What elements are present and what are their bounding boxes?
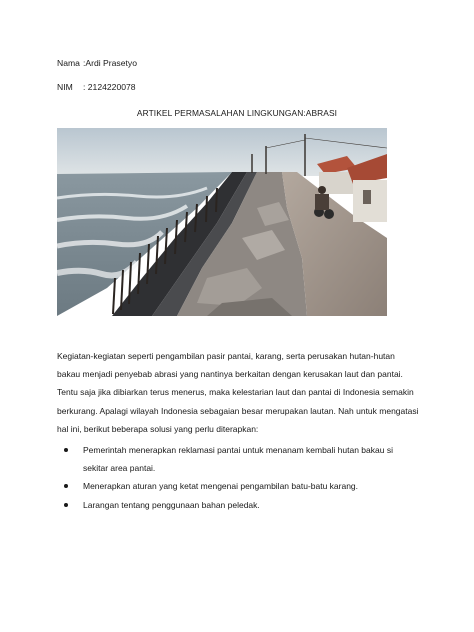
nim-row: [57, 82, 136, 92]
bullet-icon: [64, 448, 68, 452]
name-row: [57, 58, 137, 68]
list-item-text: Larangan tentang penggunaan bahan peledak.: [83, 499, 260, 510]
list-item: [57, 496, 417, 514]
bullet-icon: [64, 503, 68, 507]
document-title: ARTIKEL PERMASALAHAN LINGKUNGAN:ABRASI: [136, 108, 338, 118]
solution-list: [57, 441, 417, 514]
list-item-text: Pemerintah menerapkan reklamasi pantai untuk menanam kembali hutan bakau si sekitar area pantai.: [83, 445, 393, 474]
abrasion-photo: [57, 128, 387, 316]
nim-label: NIM: [57, 82, 73, 92]
name-label: Nama: [57, 58, 80, 68]
body-paragraph: Kegiatan-kegiatan seperti pengambilan pasir pantai, karang, serta perusakan hutan-hutan bakau menjadi penyebab abrasi yang nantinya berkaitan dengan kerusakan laut dan pantai. Tentu saja jika dibiarkan terus menerus, maka kelestarian laut dan pantai di Indonesia semakin berkurang. Apalagi wilayah Indonesia sebagaian besar merupakan lautan. Nah untuk mengatasi hal ini, berikut beberapa solusi yang perlu diterapkan:: [57, 351, 419, 434]
list-item: [57, 441, 417, 477]
nim-value: : 2124220078: [83, 82, 136, 92]
list-item-text: Menerapkan aturan yang ketat mengenai pengambilan batu-batu karang.: [83, 481, 359, 492]
list-item: [57, 477, 417, 495]
name-value: :Ardi Prasetyo: [83, 58, 137, 68]
bullet-icon: [64, 484, 68, 488]
